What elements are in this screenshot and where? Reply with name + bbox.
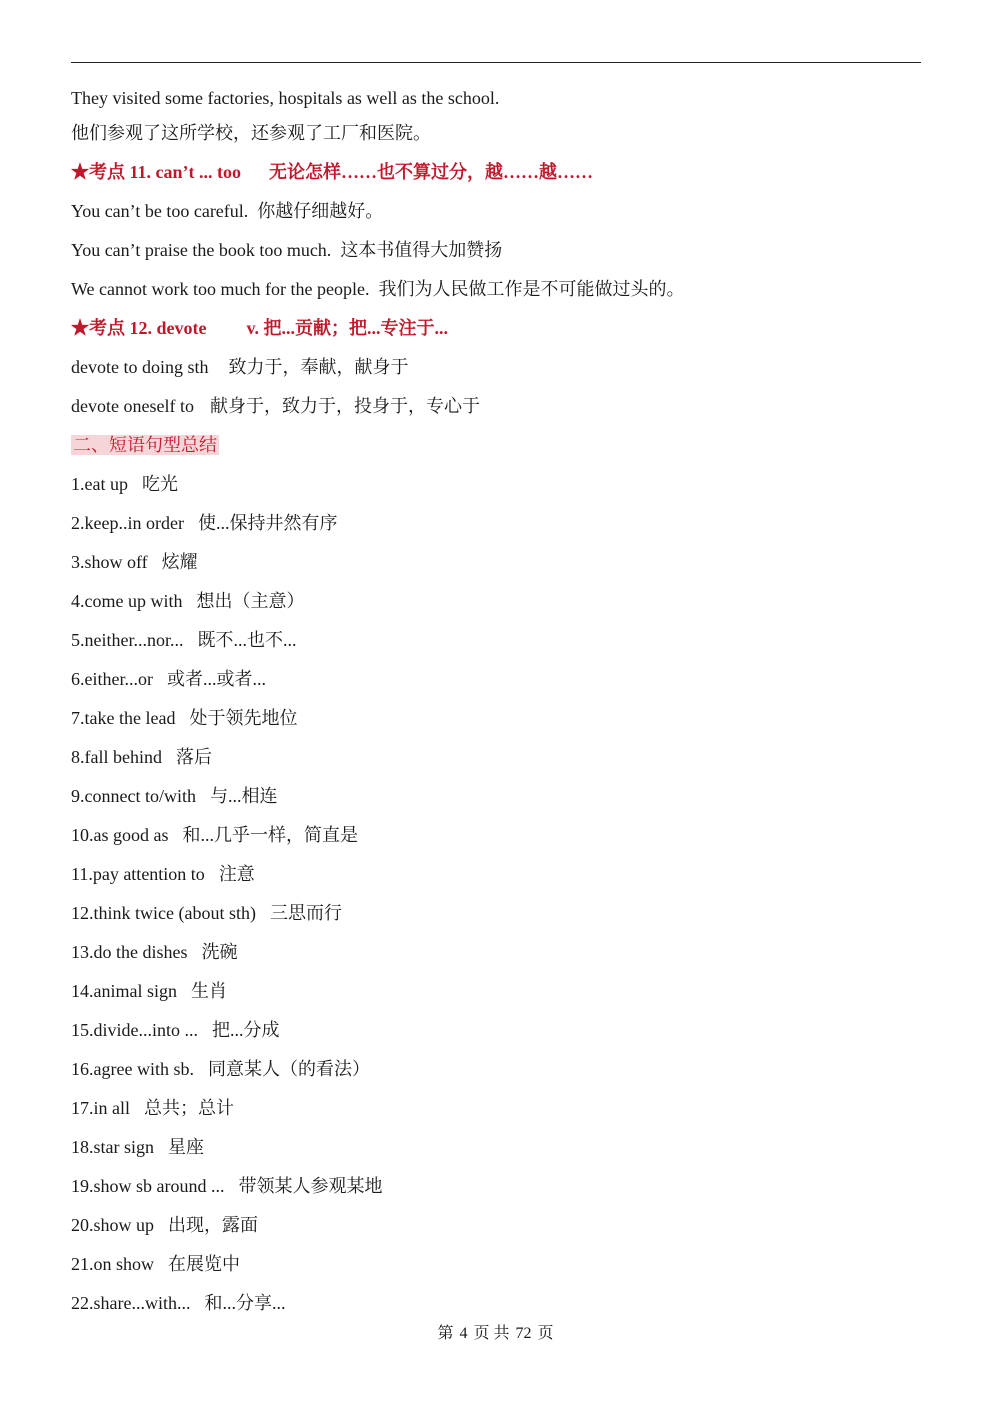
example-chinese: 这本书值得大加赞扬 [340,240,503,260]
phrase-item [71,628,296,652]
phrase-english: 8.fall behind [71,747,162,767]
phrase-chinese: 洗碗 [201,942,238,962]
phrase-chinese: 炫耀 [161,552,198,572]
phrase-item [71,1057,370,1081]
phrase-english: 10.as good as [71,825,169,845]
intro-chinese: 他们参观了这所学校，还参观了工厂和医院。 [71,123,431,143]
footer-prefix: 第 [437,1325,454,1342]
usage-line [71,355,409,379]
phrase-chinese: 注意 [218,864,255,884]
phrase-english: 11.pay attention to [71,864,205,884]
phrase-chinese: 出现，露面 [168,1215,259,1235]
footer-total-pages: 72 [515,1325,532,1342]
star-icon: ★ [71,162,89,182]
footer-middle: 页 共 [473,1325,510,1342]
phrase-chinese: 同意某人（的看法） [207,1059,370,1079]
phrase-english: 18.star sign [71,1137,154,1157]
usage-chinese: 致力于，奉献，献身于 [228,357,409,377]
usage-chinese: 献身于，致力于，投身于，专心于 [209,396,480,416]
phrase-english: 19.show sb around ... [71,1176,225,1196]
phrase-item [71,823,358,847]
phrase-chinese: 带领某人参观某地 [238,1176,383,1196]
phrase-chinese: 在展览中 [168,1254,241,1274]
point12-title: 考点 12. devote [89,318,207,338]
phrase-english: 5.neither...nor... [71,630,184,650]
phrase-english: 20.show up [71,1215,155,1235]
phrase-english: 16.agree with sb. [71,1059,194,1079]
phrase-english: 15.divide...into ... [71,1020,198,1040]
phrase-chinese: 想出（主意） [196,591,305,611]
phrase-english: 17.in all [71,1098,130,1118]
point11-title: 考点 11. can’t ... too [89,162,241,182]
phrase-chinese: 生肖 [191,981,227,1001]
star-icon: ★ [71,318,89,338]
phrase-chinese: 既不...也不... [197,630,297,650]
phrase-item [71,1291,285,1315]
header-rule [71,62,921,63]
example-line [71,199,383,223]
phrase-item [71,940,238,964]
phrase-chinese: 和...分享... [204,1293,286,1313]
phrase-item [71,667,266,691]
phrase-english: 9.connect to/with [71,786,196,806]
point11-meaning: 无论怎样……也不算过分，越……越…… [269,162,593,182]
phrase-chinese: 星座 [168,1137,204,1157]
phrase-item [71,550,198,574]
phrase-item [71,1174,383,1198]
section2-heading [71,433,219,457]
section-title: 二、短语句型总结 [73,435,217,455]
phrase-chinese: 落后 [175,747,212,767]
phrase-chinese: 把...分成 [212,1020,280,1040]
phrase-item [71,901,342,925]
phrase-chinese: 吃光 [141,474,178,494]
example-chinese: 你越仔细越好。 [257,201,384,221]
phrase-chinese: 和...几乎一样，简直是 [182,825,358,845]
phrase-item [71,745,212,769]
example-line [71,238,502,262]
phrase-english: 6.either...or [71,669,153,689]
point12-meaning: v. 把...贡献；把...专注于... [246,318,448,338]
phrase-item [71,1252,240,1276]
page-footer [0,1322,991,1346]
phrase-english: 4.come up with [71,591,183,611]
example-english: We cannot work too much for the people. [71,279,370,299]
phrase-item [71,1018,280,1042]
phrase-item [71,979,227,1003]
phrase-english: 3.show off [71,552,148,572]
footer-suffix: 页 [537,1325,554,1342]
usage-line [71,394,480,418]
phrase-item [71,784,277,808]
phrase-chinese: 与...相连 [209,786,278,806]
phrase-item [71,472,178,496]
phrase-english: 2.keep..in order [71,513,184,533]
phrase-english: 21.on show [71,1254,155,1274]
phrase-english: 12.think twice (about sth) [71,903,256,923]
phrase-item [71,1213,258,1237]
usage-english: devote to doing sth [71,357,209,377]
point12-heading [71,316,448,340]
phrase-chinese: 使...保持井然有序 [197,513,338,533]
phrase-item [71,589,304,613]
usage-english: devote oneself to [71,396,194,416]
phrase-item [71,862,255,886]
phrase-chinese: 或者...或者... [166,669,266,689]
phrase-english: 13.do the dishes [71,942,188,962]
phrase-english: 22.share...with... [71,1293,191,1313]
example-english: You can’t praise the book too much. [71,240,332,260]
phrase-chinese: 处于领先地位 [189,708,298,728]
example-english: You can’t be too careful. [71,201,249,221]
intro-english: They visited some factories, hospitals as well as the school. [71,88,500,108]
phrase-english: 1.eat up [71,474,128,494]
phrase-chinese: 三思而行 [269,903,342,923]
phrase-english: 7.take the lead [71,708,176,728]
phrase-item [71,1135,204,1159]
phrase-item [71,1096,234,1120]
example-chinese: 我们为人民做工作是不可能做过头的。 [378,279,685,299]
footer-page-number: 4 [459,1325,468,1342]
phrase-english: 14.animal sign [71,981,177,1001]
phrase-item [71,511,337,535]
example-line [71,277,684,301]
phrase-chinese: 总共；总计 [144,1098,234,1118]
phrase-item [71,706,297,730]
point11-heading [71,160,593,184]
